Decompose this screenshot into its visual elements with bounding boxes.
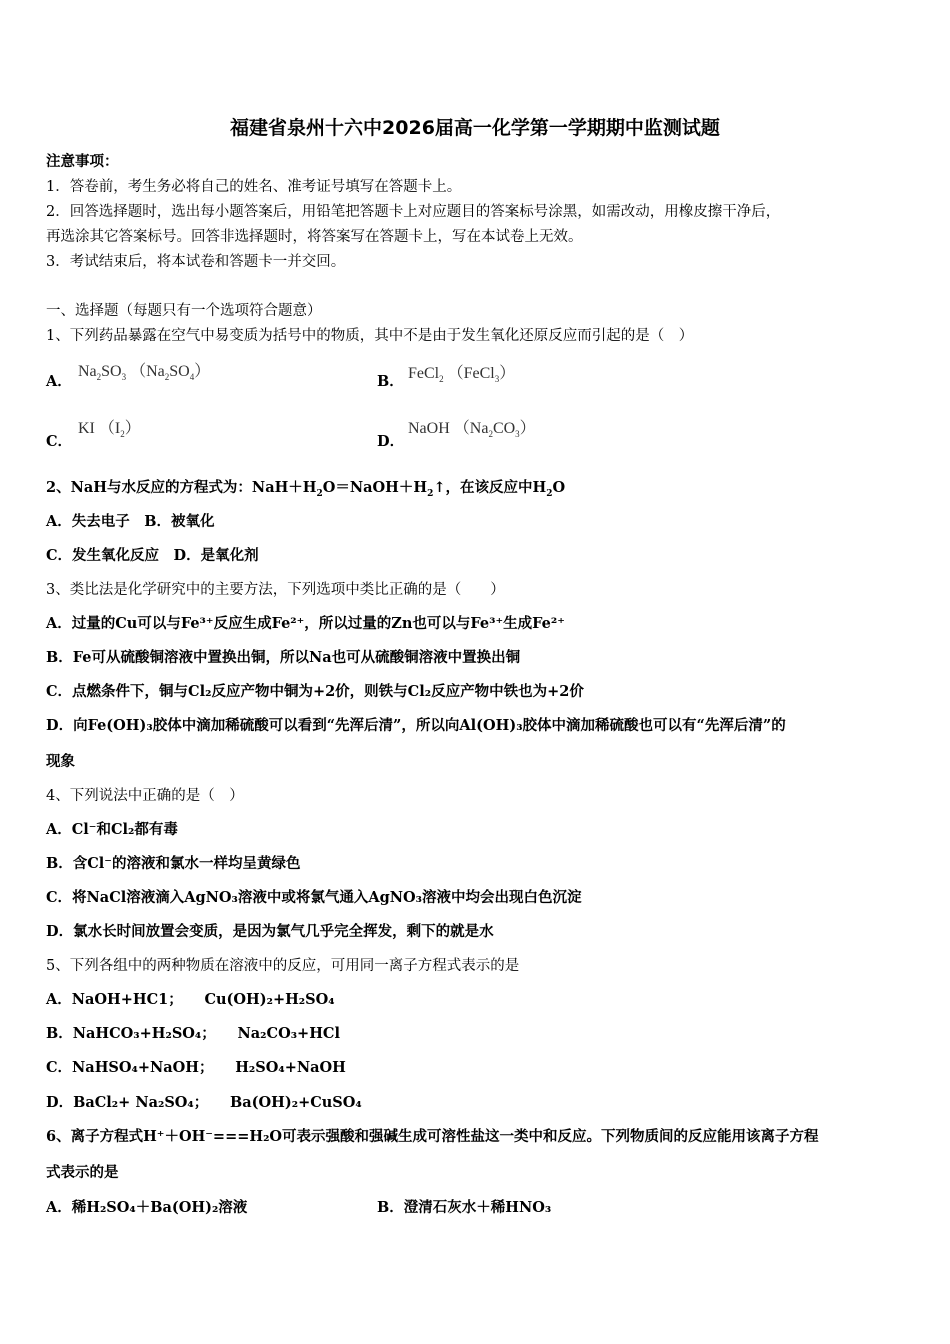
question-5-stem: 5、下列各组中的两种物质在溶液中的反应，可用同一离子方程式表示的是 — [46, 958, 520, 974]
notice-item-1: 1．答卷前，考生务必将自己的姓名、准考证号填写在答题卡上。 — [46, 179, 462, 195]
question-6-stem-cont: 式表示的是 — [46, 1164, 119, 1181]
q1-option-a-formula: $Na_2SO_3$ $(Na_2SO_4)$ — [78, 363, 211, 383]
q1-option-b-label: B． — [377, 373, 404, 390]
notice-heading: 注意事项： — [46, 153, 119, 170]
question-3-stem: 3、类比法是化学研究中的主要方法，下列选项中类比正确的是（ ） — [46, 582, 505, 598]
q3-option-d: D．向Fe(OH)₃胶体中滴加稀硫酸可以看到“先浑后清”，所以向Al(OH)₃胶体中滴加稀硫酸也可以有“先浑后清”的 — [46, 717, 786, 734]
q1-option-b-formula: FeCl$_2$ （FeCl$_3$） — [408, 365, 516, 385]
q2-options-ab: A．失去电子 B．被氧化 — [46, 513, 215, 530]
q3-option-c: C．点燃条件下，铜与Cl₂反应产物中铜为+2价，则铁与Cl₂反应产物中铁也为+2价 — [46, 683, 584, 700]
q5-option-d: D．BaCl₂+ Na₂SO₄； Ba(OH)₂+CuSO₄ — [46, 1094, 362, 1111]
q3-option-d-cont: 现象 — [46, 753, 75, 770]
q4-option-b: B．含Cl⁻的溶液和氯水一样均呈黄绿色 — [46, 855, 301, 872]
q1-option-d-formula: NaOH $(Na_2CO_3)$ — [408, 420, 536, 440]
q4-option-a: A．Cl⁻和Cl₂都有毒 — [46, 821, 178, 838]
q3-option-b: B．Fe可从硫酸铜溶液中置换出铜，所以Na也可从硫酸铜溶液中置换出铜 — [46, 649, 521, 666]
notice-item-2a: 2．回答选择题时，选出每小题答案后，用铅笔把答题卡上对应题目的答案标号涂黑，如需改动，用橡皮擦干净后， — [46, 204, 781, 220]
question-1-stem: 1、下列药品暴露在空气中易变质为括号中的物质，其中不是由于发生氧化还原反应而引起的是（ ） — [46, 328, 694, 344]
q4-option-d: D．氯水长时间放置会变质，是因为氯气几乎完全挥发，剩下的就是水 — [46, 923, 494, 940]
q5-option-b: B．NaHCO₃+H₂SO₄； Na₂CO₃+HCl — [46, 1025, 340, 1042]
q1-option-c-label: C． — [46, 433, 73, 450]
q5-option-a: A．NaOH+HC1； Cu(OH)₂+H₂SO₄ — [46, 991, 335, 1008]
question-6-stem: 6、离子方程式H⁺＋OH⁻===H₂O可表示强酸和强碱生成可溶性盐这一类中和反应。下列物质间的反应能用该离子方程 — [46, 1128, 819, 1145]
question-2-stem: 2、NaH与水反应的方程式为：$NaH+H_2O=NaOH+H_2↑$，在该反应中$H_2O$ — [46, 479, 566, 499]
q6-option-a: A．稀H₂SO₄＋Ba(OH)₂溶液 — [46, 1199, 248, 1216]
notice-item-3: 3．考试结束后，将本试卷和答题卡一并交回。 — [46, 254, 346, 270]
notice-item-2b: 再选涂其它答案标号。回答非选择题时，将答案写在答题卡上，写在本试卷上无效。 — [46, 229, 583, 245]
section-heading: 一、选择题（每题只有一个选项符合题意） — [46, 303, 322, 319]
q1-option-c-formula: KI $(I_2)$ — [78, 420, 141, 440]
q3-option-a: A．过量的Cu可以与Fe³⁺反应生成Fe²⁺，所以过量的Zn也可以与Fe³⁺生成Fe²⁺ — [46, 615, 565, 632]
q4-option-c: C．将NaCl溶液滴入AgNO₃溶液中或将氯气通入AgNO₃溶液中均会出现白色沉淀 — [46, 889, 582, 906]
q5-option-c: C．NaHSO₄+NaOH； H₂SO₄+NaOH — [46, 1059, 346, 1076]
q2-options-cd: C．发生氧化反应 D．是氧化剂 — [46, 547, 259, 564]
q1-option-d-label: D． — [377, 433, 405, 450]
page-title: 福建省泉州十六中2026届高一化学第一学期期中监测试题 — [230, 117, 720, 139]
q1-option-a-label: A． — [46, 373, 72, 390]
q6-option-b: B．澄清石灰水＋稀HNO₃ — [377, 1199, 552, 1216]
question-4-stem: 4、下列说法中正确的是（ ） — [46, 788, 244, 804]
